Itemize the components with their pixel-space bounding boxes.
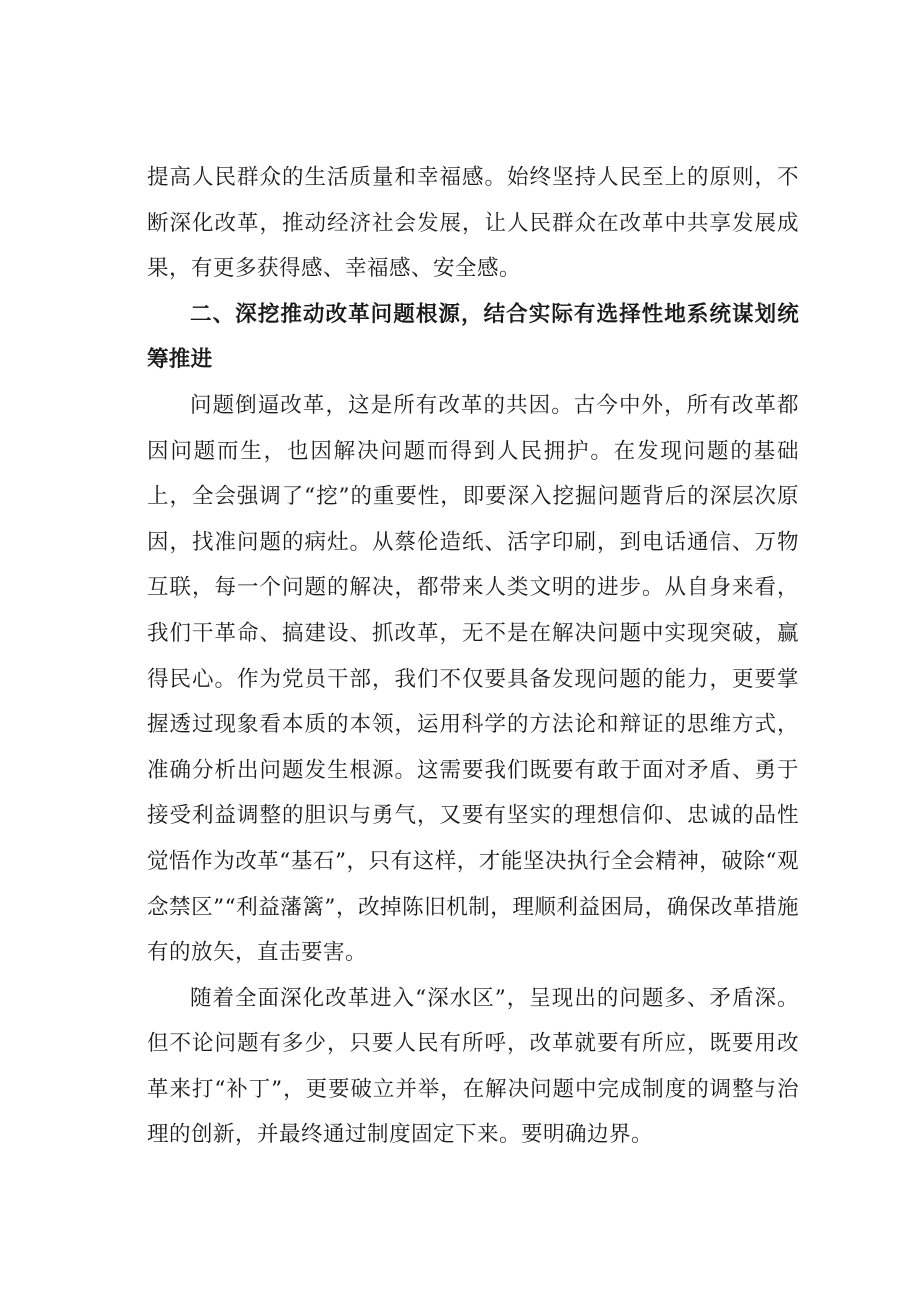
paragraph-problem-driven-reform: 问题倒逼改革，这是所有改革的共因。古今中外，所有改革都因问题而生，也因解决问题而得到人民拥护。在发现问题的基础上，全会强调了“挖”的重要性，即要深入挖掘问题背后的深层次原因，找准问题的病灶。从蔡伦造纸、活字印刷，到电话通信、万物互联，每一个问题的解决，都带来人类文明的进步。从自身来看，我们干革命、搞建设、抓改革，无不是在解决问题中实现突破，赢得民心。作为党员干部，我们不仅要具备发现问题的能力，更要掌握透过现象看本质的本领，运用科学的方法论和辩证的思维方式，准确分析出问题发生根源。这需要我们既要有敢于面对矛盾、勇于接受利益调整的胆识与勇气，又要有坚实的理想信仰、忠诚的品性觉悟作为改革“基石”，只有这样，才能坚决执行全会精神，破除“观念禁区”“利益藩篱”，改掉陈旧机制，理顺利益困局，确保改革措施有的放矢，直击要害。 xyxy=(147,392,799,966)
document-page xyxy=(147,155,799,1158)
paragraph-deep-water-reform: 随着全面深化改革进入“深水区”，呈现出的问题多、矛盾深。但不论问题有多少，只要人民有所呼，改革就要有所应，既要用改革来打“补丁”，更要破立并举，在解决问题中完成制度的调整与治理的创新，并最终通过制度固定下来。要明确边界。 xyxy=(147,985,799,1148)
section-heading: 二、深挖推动改革问题根源，结合实际有选择性地系统谋划统筹推进 xyxy=(147,301,799,373)
paragraph-continuation: 提高人民群众的生活质量和幸福感。始终坚持人民至上的原则，不断深化改革，推动经济社会发展，让人民群众在改革中共享发展成果，有更多获得感、幸福感、安全感。 xyxy=(147,165,799,282)
